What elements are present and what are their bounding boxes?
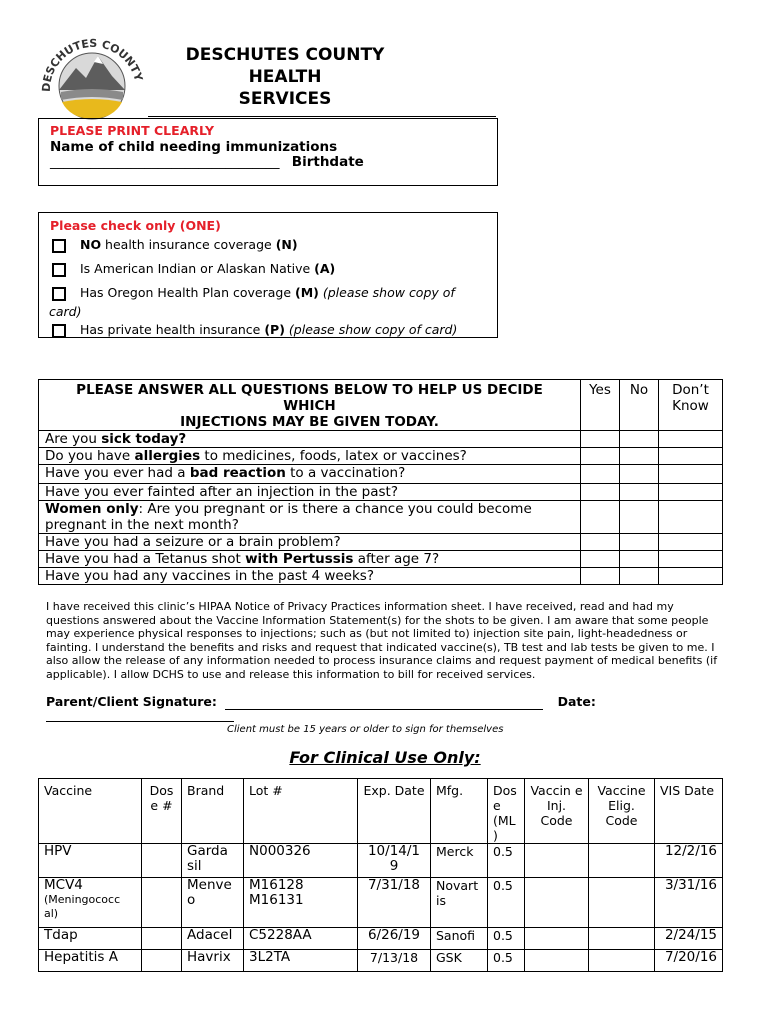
answer-yes-cell[interactable] [581,465,620,484]
consent-statement: I have received this clinic’s HIPAA Notice of Privacy Practices information sheet. I have received, read and had my questions answered about the Vaccine Information Statement(s) for the shots to be given. I am aware that some people may experience physical responses to injections; such as (but not limited to) injection site pain, light-headedness or fainting. I understand the benefits and risks and request that indicated vaccine(s), TB test and lab tests be given to me. I also allow the release of any information needed to process insurance claims and request payment of medical benefits (if applicable). I allow DCHS to use and release this information to bill for received services. [46,600,718,681]
yes-column-header: Yes [581,380,620,431]
question-row [39,501,723,534]
col-vaccine: Vaccine [39,779,142,844]
signature-line [46,694,596,710]
table-row [39,844,723,878]
vaccine-name: HPV [39,844,142,878]
exp-date: 6/26/19 [358,928,431,950]
header-divider [148,116,496,117]
dose-number[interactable] [142,950,182,972]
lot-number: N000326 [244,844,358,878]
exp-date: 10/14/1 9 [358,844,431,878]
inj-code[interactable] [525,950,589,972]
col-dose-ml: Dos e (ML ) [488,779,525,844]
answer-dont-know-cell[interactable] [659,431,723,448]
insurance-option-none: NO health insurance coverage (N) [52,237,298,253]
manufacturer: GSK [431,950,488,972]
logo-text: DESCHUTES COUNTY [39,36,146,93]
question-text: Are you sick today? [39,431,581,448]
dose-number[interactable] [142,878,182,928]
answer-dont-know-cell[interactable] [659,501,723,534]
answer-dont-know-cell[interactable] [659,551,723,568]
question-text: Women only: Are you pregnant or is there a chance you could become pregnant in the next month? [39,501,581,534]
elig-code[interactable] [589,928,655,950]
page-title: DESCHUTES COUNTY HEALTH SERVICES [185,45,385,109]
elig-code[interactable] [589,950,655,972]
dose-ml: 0.5 [488,878,525,928]
col-mfg: Mfg. [431,779,488,844]
clinical-use-heading: For Clinical Use Only: [289,748,481,767]
insurance-option-ohp: Has Oregon Health Plan coverage (M) (please show copy of [52,285,455,301]
dont-know-column-header: Don’t Know [659,380,723,431]
brand: Adacel [182,928,244,950]
inj-code[interactable] [525,928,589,950]
insurance-heading: Please check only (ONE) [50,218,221,233]
question-row [39,431,723,448]
checkbox[interactable] [52,287,66,301]
checkbox[interactable] [52,263,66,277]
insurance-option-american-indian: Is American Indian or Alaskan Native (A) [52,261,335,277]
vaccine-name: MCV4 (Meningococc al) [39,878,142,928]
answer-dont-know-cell[interactable] [659,534,723,551]
brand: Garda sil [182,844,244,878]
lot-number: 3L2TA [244,950,358,972]
signature-field[interactable] [225,694,543,710]
vis-date: 3/31/16 [655,878,723,928]
insurance-box [38,212,498,338]
vis-date: 12/2/16 [655,844,723,878]
dose-number[interactable] [142,844,182,878]
vaccine-subname: (Meningococc al) [44,893,121,920]
manufacturer: Sanofi [431,928,488,950]
answer-no-cell[interactable] [620,465,659,484]
question-text: Have you ever had a bad reaction to a vaccination? [39,465,581,484]
answer-yes-cell[interactable] [581,448,620,465]
answer-dont-know-cell[interactable] [659,568,723,585]
dose-ml: 0.5 [488,950,525,972]
clinical-header-row [39,779,723,844]
screening-questions-table [38,379,723,585]
question-row [39,534,723,551]
date-label: Date: [557,694,596,709]
questions-header: PLEASE ANSWER ALL QUESTIONS BELOW TO HELP US DECIDE WHICH INJECTIONS MAY BE GIVEN TODAY. [39,380,581,431]
col-vaccine-elig-code: Vaccine Elig. Code [589,779,655,844]
insurance-option-ohp-card: card) [49,304,82,319]
answer-no-cell[interactable] [620,534,659,551]
print-clearly-notice: PLEASE PRINT CLEARLY [50,123,215,138]
name-box [38,118,498,186]
answer-dont-know-cell[interactable] [659,448,723,465]
answer-dont-know-cell[interactable] [659,484,723,501]
no-column-header: No [620,380,659,431]
col-brand: Brand [182,779,244,844]
question-row [39,551,723,568]
vis-date: 7/20/16 [655,950,723,972]
lot-number: M16128 M16131 [244,878,358,928]
date-field[interactable] [46,721,234,722]
dose-ml: 0.5 [488,928,525,950]
table-row [39,950,723,972]
table-row [39,878,723,928]
col-vis-date: VIS Date [655,779,723,844]
brand: Havrix [182,950,244,972]
signature-label: Parent/Client Signature: [46,694,217,709]
question-row [39,465,723,484]
answer-yes-cell[interactable] [581,431,620,448]
checkbox[interactable] [52,324,66,338]
answer-dont-know-cell[interactable] [659,465,723,484]
answer-yes-cell[interactable] [581,534,620,551]
answer-yes-cell[interactable] [581,568,620,585]
manufacturer: Merck [431,844,488,878]
vaccine-name: Hepatitis A [39,950,142,972]
answer-no-cell[interactable] [620,501,659,534]
dose-ml: 0.5 [488,844,525,878]
col-exp-date: Exp. Date [358,779,431,844]
signature-age-note: Client must be 15 years or older to sign for themselves [227,724,504,735]
questions-header-row [39,380,723,431]
child-name-field[interactable]: __________________________________ [50,154,280,170]
answer-yes-cell[interactable] [581,484,620,501]
col-lot: Lot # [244,779,358,844]
manufacturer: Novart is [431,878,488,928]
insurance-option-private: Has private health insurance (P) (please show copy of card) [52,322,457,338]
exp-date: 7/13/18 [358,950,431,972]
answer-no-cell[interactable] [620,568,659,585]
table-row [39,928,723,950]
question-text: Have you had any vaccines in the past 4 weeks? [39,568,581,585]
lot-number: C5228AA [244,928,358,950]
question-text: Have you had a Tetanus shot with Pertussis after age 7? [39,551,581,568]
clinical-vaccine-table [38,778,723,972]
col-dose-number: Dos e # [142,779,182,844]
question-row [39,484,723,501]
dose-number[interactable] [142,928,182,950]
answer-no-cell[interactable] [620,484,659,501]
elig-code[interactable] [589,844,655,878]
checkbox[interactable] [52,239,66,253]
vis-date: 2/24/15 [655,928,723,950]
question-text: Do you have allergies to medicines, foods, latex or vaccines? [39,448,581,465]
inj-code[interactable] [525,878,589,928]
answer-yes-cell[interactable] [581,551,620,568]
question-row [39,568,723,585]
answer-no-cell[interactable] [620,551,659,568]
inj-code[interactable] [525,844,589,878]
col-vaccine-inj-code: Vaccin e Inj. Code [525,779,589,844]
birthdate-label: Birthdate [291,154,364,170]
vaccine-name: Tdap [39,928,142,950]
question-text: Have you had a seizure or a brain problem? [39,534,581,551]
county-logo [28,30,152,122]
question-row [39,448,723,465]
question-text: Have you ever fainted after an injection in the past? [39,484,581,501]
elig-code[interactable] [589,878,655,928]
exp-date: 7/31/18 [358,878,431,928]
answer-no-cell[interactable] [620,448,659,465]
brand: Menve o [182,878,244,928]
answer-yes-cell[interactable] [581,501,620,534]
answer-no-cell[interactable] [620,431,659,448]
child-name-label: Name of child needing immunizations [50,139,338,155]
